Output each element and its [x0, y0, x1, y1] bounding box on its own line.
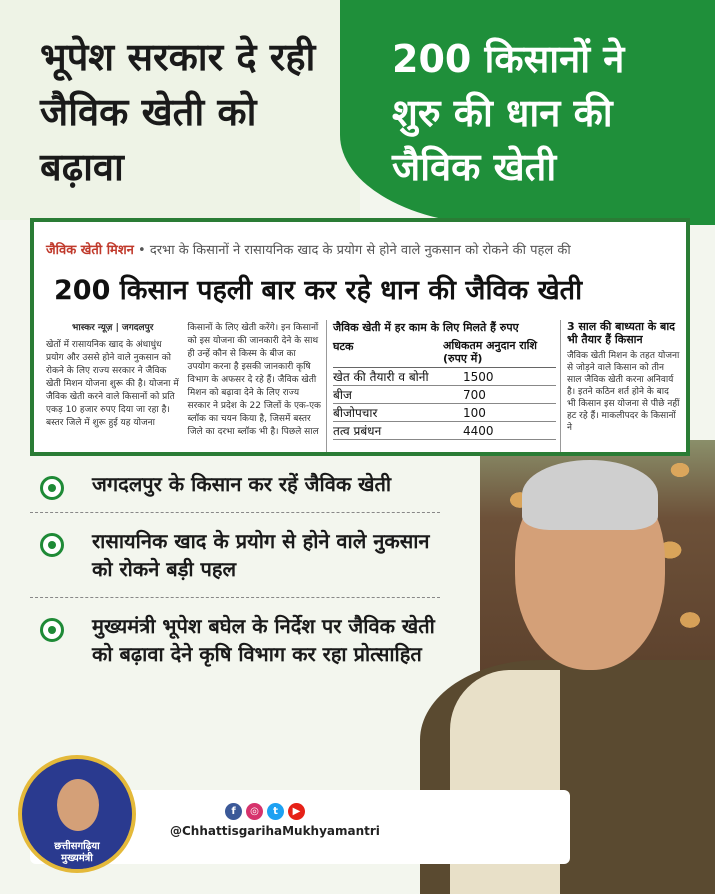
header-left-title: भूपेश सरकार दे रही जैविक खेती को बढ़ावा: [40, 35, 316, 189]
bullet-list: [30, 470, 440, 696]
logo-text: [22, 841, 132, 865]
table-cell-amount: 700: [463, 387, 486, 402]
header-right-title: 200 किसानों ने शुरु की धान की जैविक खेती: [392, 37, 625, 189]
bullet-text: जगदलपुर के किसान कर रहें जैविक खेती: [92, 472, 392, 496]
logo-portrait: [57, 779, 99, 831]
hair-shape: [522, 460, 658, 530]
clipping-kicker: • दरभा के किसानों ने रासायनिक खाद के प्रयोग से होने वाले नुकसान को रोकने की पहल की: [138, 243, 571, 258]
table-cell-item: बीजोपचार: [333, 406, 378, 420]
cm-logo-badge: [18, 755, 136, 873]
table-cell-item: खेत की तैयारी व बोनी: [333, 370, 429, 384]
logo-line1: छत्तीसगढ़िया: [54, 841, 100, 852]
radio-bullet-icon: [40, 533, 64, 557]
clipping-sidebar-text: जैविक खेती मिशन के तहत योजना से जोड़ने वाले किसान को तीन साल जैविक खेती करना अनिवार्य है। इतने कठिन शर्त होने के बाद भी किसान इस योजना से पीछे नहीं हट रहे हैं। माकलीपदर के किसानों ने: [567, 351, 680, 433]
header-right-panel: [340, 0, 715, 225]
clipping-headline: 200 किसान पहली बार कर रहे धान की जैविक खेती: [54, 275, 583, 306]
table-cell-amount: 4400: [463, 423, 494, 438]
radio-bullet-icon: [40, 618, 64, 642]
logo-line2: मुख्यमंत्री: [61, 853, 93, 864]
social-icons: [225, 803, 305, 820]
radio-bullet-icon: [40, 476, 64, 500]
clipping-sidebar: [560, 320, 680, 456]
clipping-body: [46, 322, 321, 456]
subsidy-table-header: [333, 339, 556, 368]
bullet-text: रासायनिक खाद के प्रयोग से होने वाले नुकसान को रोकने बड़ी पहल: [92, 529, 430, 581]
subsidy-col-amount: अधिकतम अनुदान राशि (रुपए में): [443, 339, 537, 365]
table-cell-item: बीज: [333, 388, 352, 402]
twitter-icon[interactable]: t: [267, 803, 284, 820]
table-cell-item: तत्व प्रबंधन: [333, 424, 382, 438]
subsidy-table-title: जैविक खेती में हर काम के लिए मिलते हैं रुपए: [333, 321, 519, 334]
youtube-icon[interactable]: ▶: [288, 803, 305, 820]
list-item: [30, 527, 440, 598]
clipping-section-tag: जैविक खेती मिशन: [46, 243, 134, 258]
clipping-kicker-line: [46, 240, 686, 258]
list-item: [30, 612, 440, 682]
table-cell-amount: 100: [463, 405, 486, 420]
table-row: [333, 386, 556, 404]
bullet-text: मुख्यमंत्री भूपेश बघेल के निर्देश पर जैविक खेती को बढ़ावा देने कृषि विभाग कर रहा प्रोत्साहित: [92, 614, 435, 666]
subsidy-table: [326, 320, 556, 456]
clipping-body-text: खेतों में रासायनिक खाद के अंधाधुंध प्रयोग और उससे होने वाले नुकसान को रोकने के लिए राज्य सरकार ने जैविक खेती मिशन योजना शुरू की है। योजना में जैविक खेती करने वाले किसानों को प्रति एकड़ 10 हजार रुपए दिया जा रहा है। बस्तर जिले में शुरू हुई यह योजना किसानों के लिए खेती करेंगे। इन किसानों को इस योजना की जानकारी देने के साथ ही उन्हें कौन से किस्म के बीज का उपयोग करना है इसकी जानकारी कृषि विभाग के अफसर दे रहे हैं। जैविक खेती मिशन को बढ़ावा देने के लिए राज्य सरकार ने प्रदेश के 22 जिलों के एक-एक ब्लॉक का चयन किया है, जिसमें बस्तर जिले का दरभा ब्लॉक भी है। पिछले साल: [46, 323, 321, 437]
list-item: [30, 470, 440, 513]
clipping-byline: भास्कर न्यूज़ | जगदलपुर: [72, 323, 154, 333]
instagram-icon[interactable]: ◎: [246, 803, 263, 820]
newspaper-clipping: [30, 218, 690, 456]
subsidy-col-component: घटक: [333, 340, 354, 353]
table-row: [333, 368, 556, 386]
table-row: [333, 422, 556, 440]
table-row: [333, 404, 556, 422]
facebook-icon[interactable]: f: [225, 803, 242, 820]
header-left-panel: [0, 0, 360, 220]
clipping-sidebar-title: 3 साल की बाध्यता के बाद भी तैयार हैं किसान: [567, 320, 676, 346]
table-cell-amount: 1500: [463, 369, 494, 384]
social-handle[interactable]: @ChhattisgarihaMukhyamantri: [170, 824, 380, 838]
